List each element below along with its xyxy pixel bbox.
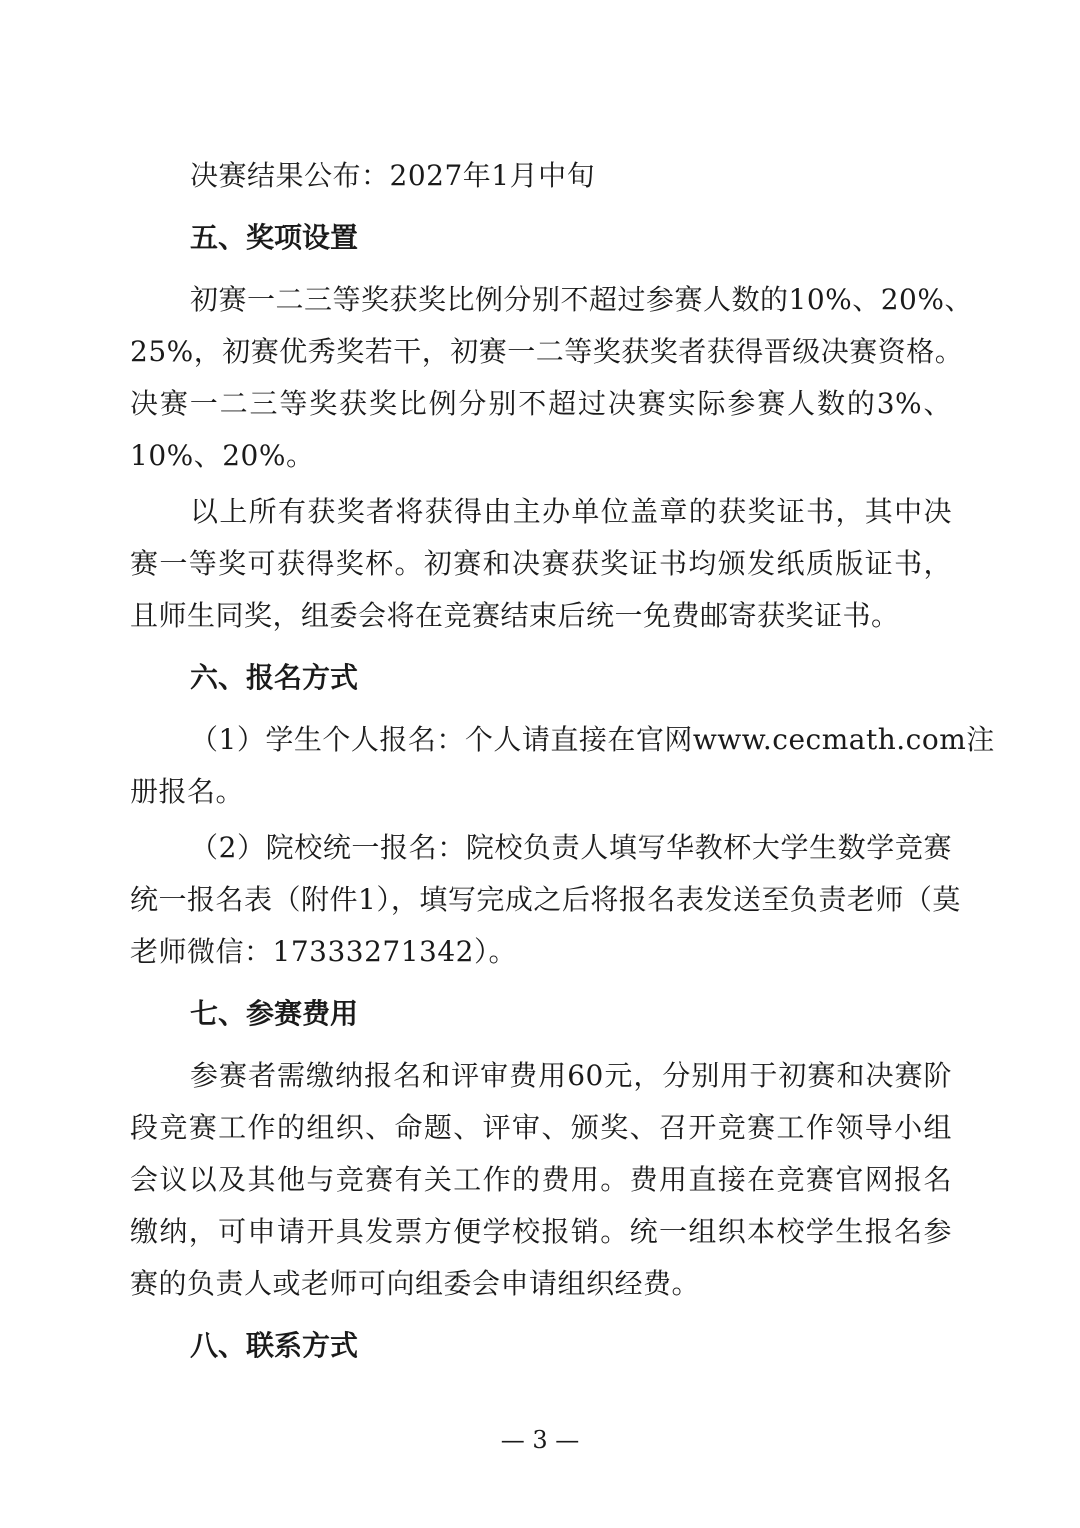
text-line: 参赛者需缴纳报名和评审费用60元，分别用于初赛和决赛阶 (190, 1059, 952, 1092)
text-line: 缴纳，可申请开具发票方便学校报销。统一组织本校学生报名参 (130, 1215, 952, 1248)
text-line: 且师生同奖，组委会将在竞赛结束后统一免费邮寄获奖证书。 (130, 599, 900, 632)
document-body (130, 150, 995, 1382)
registration-paragraph-2 (130, 822, 961, 978)
text-line: 段竞赛工作的组织、命题、评审、颁奖、召开竞赛工作领导小组 (130, 1111, 952, 1144)
awards-paragraph-2 (130, 486, 952, 642)
text-line: 老师微信：17333271342）。 (130, 935, 517, 968)
text-line: 决赛一二三等奖获奖比例分别不超过决赛实际参赛人数的3%、 (130, 387, 952, 420)
text-line: （1）学生个人报名：个人请直接在官网www.cecmath.com注 (190, 723, 995, 756)
text-line: 25%，初赛优秀奖若干，初赛一二等奖获奖者获得晋级决赛资格。 (130, 335, 964, 368)
awards-paragraph-1 (130, 274, 973, 482)
section-heading-fees: 七、参赛费用 (190, 997, 359, 1030)
text-line: 会议以及其他与竞赛有关工作的费用。费用直接在竞赛官网报名 (130, 1163, 952, 1196)
text-line: 赛一等奖可获得奖杯。初赛和决赛获奖证书均颁发纸质版证书， (130, 547, 952, 580)
text-line: （2）院校统一报名：院校负责人填写华教杯大学生数学竞赛 (190, 831, 952, 864)
text-line: 册报名。 (130, 775, 245, 808)
text-line: 以上所有获奖者将获得由主办单位盖章的获奖证书，其中决 (190, 495, 952, 528)
text-line: 统一报名表（附件1），填写完成之后将报名表发送至负责老师（莫 (130, 883, 961, 916)
text-line: 初赛一二三等奖获奖比例分别不超过参赛人数的10%、20%、 (190, 283, 973, 316)
text-line: 10%、20%。 (130, 439, 315, 472)
registration-paragraph-1 (130, 714, 995, 818)
page-number: — 3 — (500, 1426, 580, 1454)
text-line: 赛的负责人或老师可向组委会申请组织经费。 (130, 1267, 701, 1300)
section-heading-awards: 五、奖项设置 (190, 221, 359, 254)
section-heading-registration: 六、报名方式 (190, 661, 359, 694)
fees-paragraph (130, 1050, 952, 1310)
section-heading-contact: 八、联系方式 (190, 1329, 359, 1362)
final-results-date: 决赛结果公布：2027年1月中旬 (190, 159, 596, 192)
